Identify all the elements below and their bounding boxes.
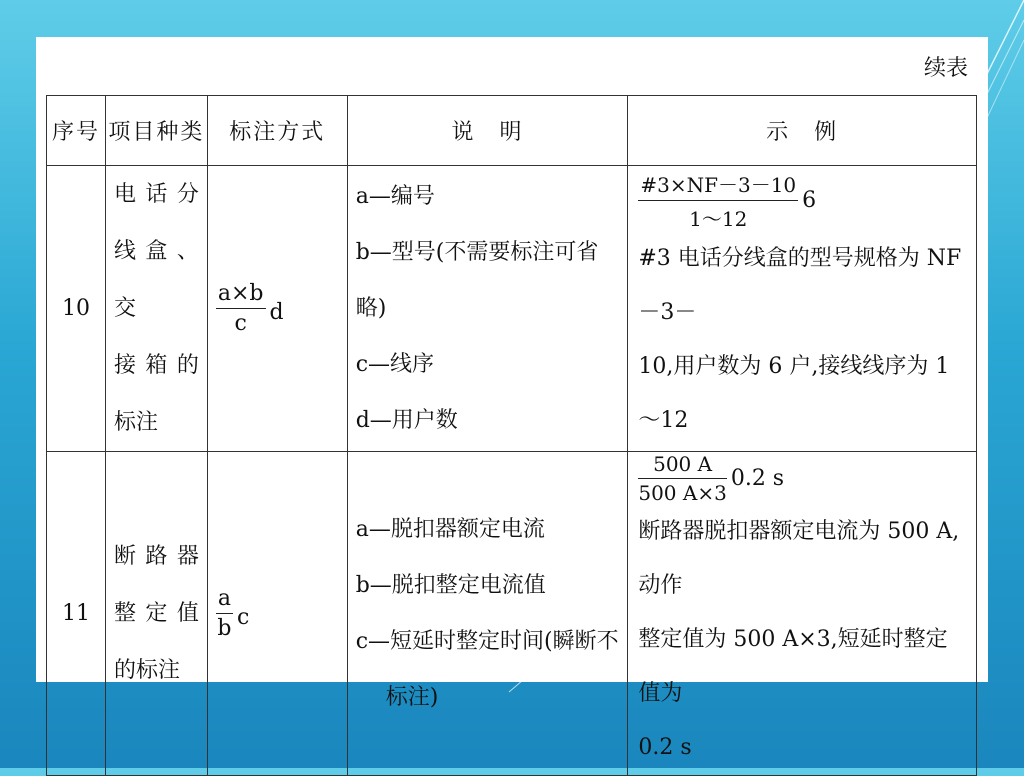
fraction-numerator: #3×NF－3－10 [638, 169, 798, 201]
fraction-numerator: 500 A [638, 452, 726, 479]
example-line: 0.2 s [638, 735, 692, 760]
project-type-cell [105, 452, 207, 776]
table-caption: 续表 [923, 56, 968, 81]
fraction-denominator: c [234, 311, 247, 336]
header-cell-num: 序号 [47, 96, 106, 166]
row-number: 11 [47, 452, 106, 776]
example-fraction [638, 169, 798, 232]
example-line: 整定值为 500 A×3,短延时整定值为 [638, 627, 948, 706]
project-line: 断 路 器 [113, 544, 199, 569]
example-cell [628, 166, 977, 452]
fraction-numerator: a×b [216, 281, 266, 309]
table-row [47, 452, 977, 776]
example-formula [638, 452, 966, 505]
notation-fraction [216, 586, 233, 641]
fraction-suffix: d [269, 299, 284, 325]
spec-table [46, 95, 977, 776]
description-line: c—短延时整定时间(瞬断不 [355, 628, 619, 654]
document-sheet [36, 37, 988, 760]
notation-fraction [216, 281, 266, 336]
description-line: c—线序 [355, 351, 435, 377]
fraction-numerator: a [216, 586, 233, 614]
project-line: 电 话 分 [113, 182, 199, 207]
description-cell [347, 166, 628, 452]
example-line: 断路器脱扣器额定电流为 500 A,动作 [638, 519, 960, 598]
header-cell-example: 示 例 [628, 96, 977, 166]
description-cell [347, 452, 628, 776]
example-formula [638, 169, 966, 232]
project-type-cell [105, 166, 207, 452]
project-line: 的标注 [113, 658, 180, 683]
description-line: 标注) [385, 684, 439, 710]
header-cell-project: 项目种类 [105, 96, 207, 166]
example-line: 10,用户数为 6 户,接线线序为 1～12 [638, 354, 950, 433]
fraction-suffix: 6 [802, 188, 817, 213]
notation-cell [207, 452, 347, 776]
project-line: 标注 [113, 410, 158, 435]
fraction-denominator: 1～12 [689, 207, 748, 231]
project-line: 线盒、交 [113, 239, 199, 321]
notation-cell [207, 166, 347, 452]
description-line: a—编号 [355, 183, 435, 209]
header-row [47, 96, 977, 166]
description-line: b—脱扣整定电流值 [355, 572, 546, 598]
header-cell-desc: 说 明 [347, 96, 628, 166]
example-line: #3 电话分线盒的型号规格为 NF－3－ [638, 246, 962, 325]
fraction-denominator: b [217, 616, 232, 641]
row-number: 10 [47, 166, 106, 452]
description-line: a—脱扣器额定电流 [355, 516, 545, 542]
header-cell-mark: 标注方式 [207, 96, 347, 166]
fraction-suffix: 0.2 s [730, 466, 785, 491]
description-line: b—型号(不需要标注可省略) [355, 239, 599, 321]
table-row [47, 166, 977, 452]
project-line: 整 定 值 [113, 601, 199, 626]
example-fraction [638, 452, 726, 505]
fraction-suffix: c [236, 604, 250, 630]
project-line: 接 箱 的 [113, 353, 199, 378]
example-cell [628, 452, 977, 776]
fraction-denominator: 500 A×3 [638, 481, 727, 505]
description-line: d—用户数 [355, 407, 458, 433]
